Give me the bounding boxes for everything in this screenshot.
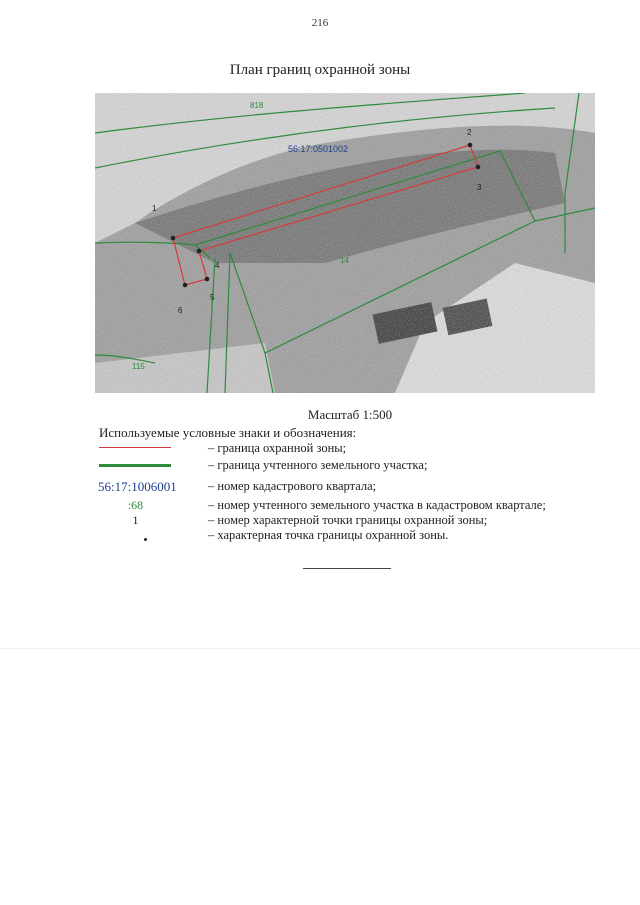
point-1-dot bbox=[171, 236, 176, 241]
page-number: 216 bbox=[311, 17, 329, 29]
point-label-6: 6 bbox=[178, 306, 183, 315]
legend-row-parcel-boundary bbox=[0, 458, 640, 474]
parcel-boundary-line-symbol bbox=[99, 464, 171, 467]
legend-row-point-number bbox=[0, 513, 640, 529]
point-4-dot bbox=[197, 249, 202, 254]
point-label-4: 4 bbox=[215, 261, 220, 270]
parcel-label-14: 14 bbox=[340, 256, 349, 265]
legend-desc: – граница учтенного земельного участка; bbox=[208, 458, 428, 472]
point-2-dot bbox=[468, 143, 473, 148]
parcel-label-818: 818 bbox=[250, 101, 264, 110]
point-label-1: 1 bbox=[152, 204, 157, 213]
signature-line bbox=[303, 568, 391, 569]
zone-boundary-line-symbol bbox=[99, 447, 171, 448]
page-title: План границ охранной зоны bbox=[229, 62, 411, 78]
legend-row-quarter-number bbox=[0, 479, 640, 495]
map-scale: Масштаб 1:500 bbox=[307, 407, 393, 422]
point-3-dot bbox=[476, 165, 481, 170]
legend-desc: – характерная точка границы охранной зоны. bbox=[208, 528, 449, 542]
legend-row-zone-boundary bbox=[0, 441, 640, 457]
map-image bbox=[95, 93, 595, 393]
legend-title: Используемые условные знаки и обозначения: bbox=[99, 425, 357, 440]
legend-row-parcel-number bbox=[0, 498, 640, 514]
legend-row-characteristic-point bbox=[0, 528, 640, 544]
point-5-dot bbox=[205, 277, 210, 282]
point-label-3: 3 bbox=[477, 183, 482, 192]
point-6-dot bbox=[183, 283, 188, 288]
parcel-label-115: 115 bbox=[132, 362, 145, 371]
legend-desc: – номер учтенного земельного участка в кадастровом квартале; bbox=[208, 498, 546, 512]
point-label-5: 5 bbox=[210, 293, 215, 302]
parcel-number-symbol: :68 bbox=[127, 498, 144, 512]
point-label-2: 2 bbox=[467, 128, 472, 137]
legend-desc: – граница охранной зоны; bbox=[208, 441, 347, 455]
quarter-number-symbol: 56:17:1006001 bbox=[98, 479, 177, 494]
quarter-label: 56:17:0501002 bbox=[288, 144, 349, 154]
page-fold-line bbox=[0, 648, 640, 649]
legend-desc: – номер характерной точки границы охранной зоны; bbox=[208, 513, 488, 527]
point-number-symbol: 1 bbox=[132, 513, 139, 527]
point-dot-symbol bbox=[144, 538, 147, 541]
legend-desc: – номер кадастрового квартала; bbox=[208, 479, 377, 493]
cadastral-map bbox=[95, 93, 595, 393]
